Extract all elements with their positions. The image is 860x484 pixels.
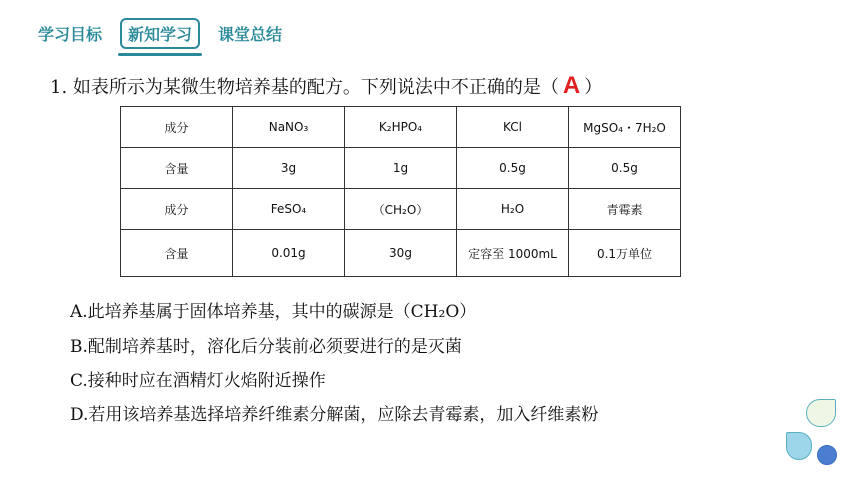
option-d: D.若用该培养基选择培养纤维素分解菌，应除去青霉素，加入纤维素粉: [70, 405, 599, 425]
table-row: [121, 230, 681, 277]
table-cell: 定容至 1000mL: [457, 230, 569, 277]
table-cell: 0.1万单位: [569, 230, 681, 277]
table-row: [121, 107, 681, 148]
table-cell: K₂HPO₄: [345, 107, 457, 148]
table-cell: MgSO₄・7H₂O: [569, 107, 681, 148]
option-a: A.此培养基属于固体培养基，其中的碳源是（CH₂O）: [70, 302, 477, 322]
table-cell: NaNO₃: [233, 107, 345, 148]
table-cell: 成分: [121, 107, 233, 148]
question-stem: [50, 72, 602, 100]
table-cell: 含量: [121, 230, 233, 277]
table-row: [121, 189, 681, 230]
table-cell: H₂O: [457, 189, 569, 230]
question-close-paren: ）: [584, 77, 603, 98]
table-cell: 成分: [121, 189, 233, 230]
tab-new-knowledge[interactable]: 新知学习: [120, 18, 200, 49]
table-cell: FeSO₄: [233, 189, 345, 230]
table-cell: KCl: [457, 107, 569, 148]
table-cell: 青霉素: [569, 189, 681, 230]
tab-learning-goals[interactable]: 学习目标: [38, 25, 103, 44]
medium-recipe-table: [120, 106, 681, 277]
table-cell: 3g: [233, 148, 345, 189]
table-cell: 含量: [121, 148, 233, 189]
question-text: 1. 如表所示为某微生物培养基的配方。下列说法中不正确的是（: [50, 77, 559, 98]
table-cell: 30g: [345, 230, 457, 277]
option-c: C.接种时应在酒精灯火焰附近操作: [70, 371, 326, 391]
tab-lesson-summary[interactable]: 课堂总结: [218, 25, 283, 44]
table-row: [121, 148, 681, 189]
decorative-leaf-icon: [806, 399, 836, 427]
table-cell: 0.5g: [457, 148, 569, 189]
option-b: B.配制培养基时，溶化后分装前必须要进行的是灭菌: [70, 337, 462, 357]
answer-letter: A: [562, 72, 581, 99]
table-cell: 1g: [345, 148, 457, 189]
section-nav: [38, 18, 300, 49]
decorative-dot-icon: [817, 445, 837, 465]
table-cell: （CH₂O）: [345, 189, 457, 230]
table-cell: 0.01g: [233, 230, 345, 277]
table-cell: 0.5g: [569, 148, 681, 189]
decorative-leaf-icon: [786, 432, 812, 460]
